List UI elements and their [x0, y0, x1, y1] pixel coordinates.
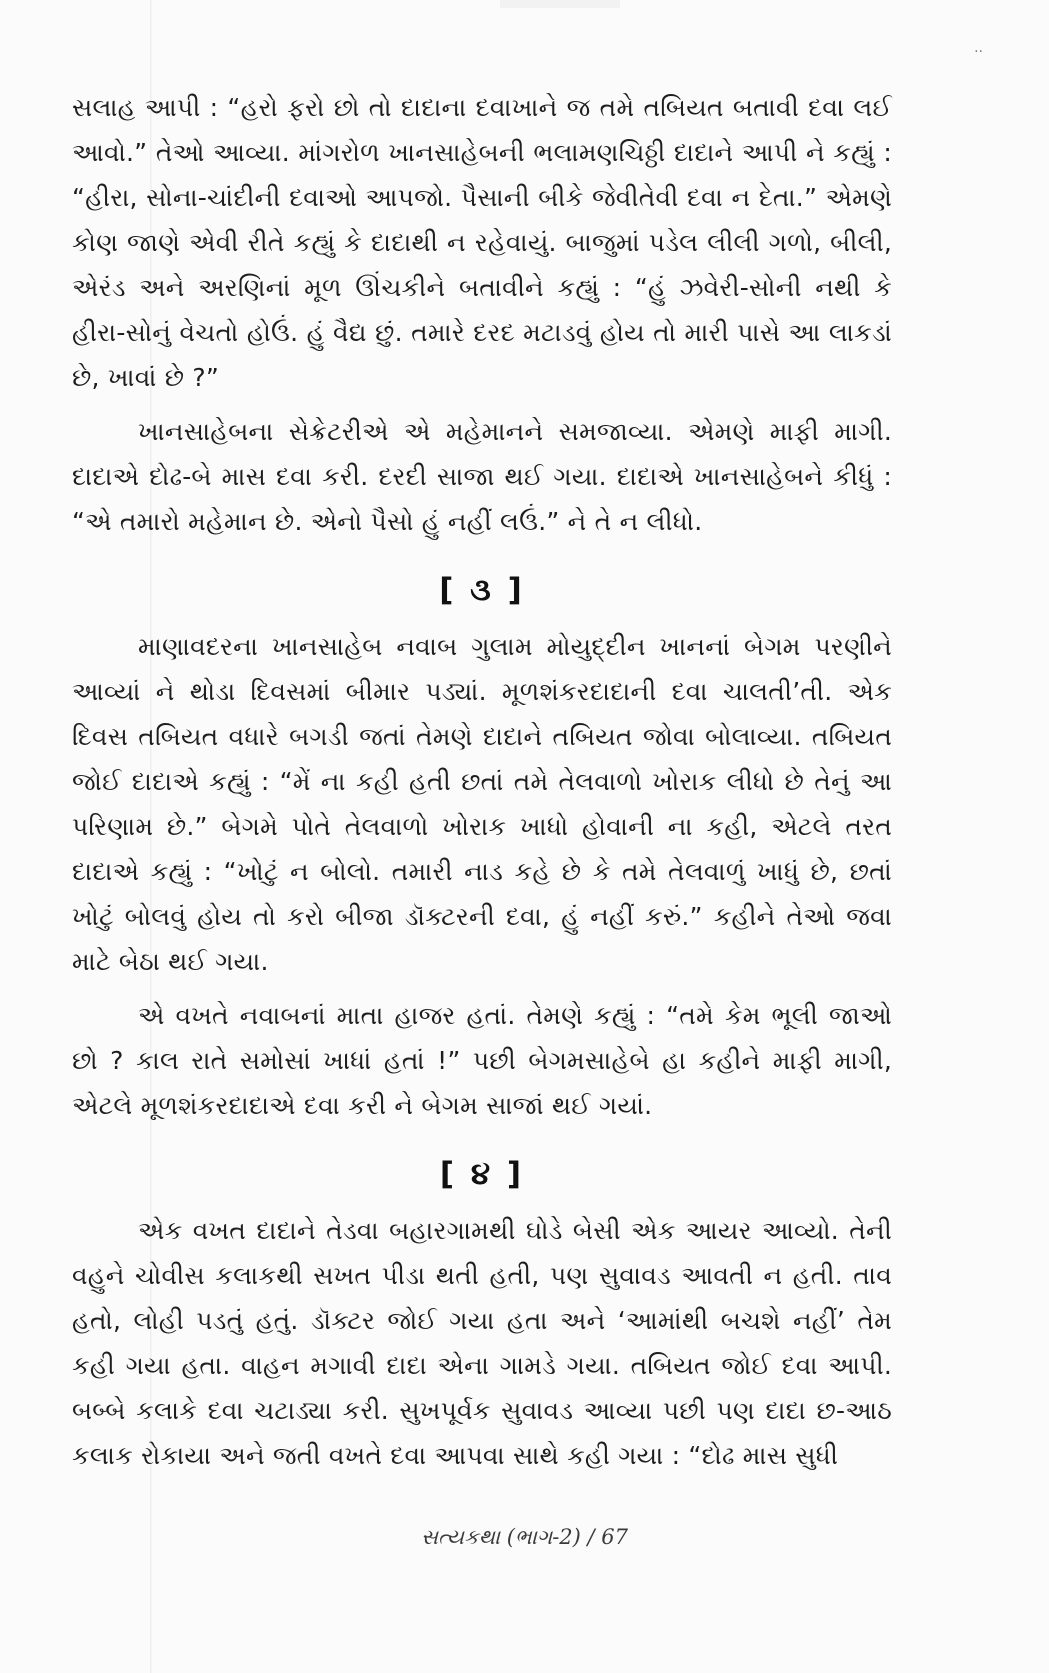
paragraph-5: એક વખત દાદાને તેડવા બહારગામથી ઘોડે બેસી એક આયર આવ્યો. તેની વહુને ચોવીસ કલાકથી સખત પીડા થતી હતી, પણ સુવાવડ આવતી ન હતી. તાવ હતો, લોહી પડતું હતું. ડૉક્ટર જોઈ ગયા હતા અને ‘આમાંથી બચશે નહીં’ તેમ કહી ગયા હતા. વાહન મગાવી દાદા એના ગામડે ગયા. તબિયત જોઈ દવા આપી. બબ્બે કલાકે દવા ચટાડ્યા કરી. સુખપૂર્વક સુવાવડ આવ્યા પછી પણ દાદા છ-આઠ કલાક રોકાયા અને જતી વખતે દવા આપવા સાથે કહી ગયા : “દોઢ માસ સુધી	[72, 1216, 892, 1470]
page-body	[72, 85, 892, 1478]
scan-shadow	[500, 0, 620, 8]
paragraph-4: એ વખતે નવાબનાં માતા હાજર હતાં. તેમણે કહ્યું : “તમે કેમ ભૂલી જાઓ છો ? કાલ રાતે સમોસાં ખાધાં હતાં !” પછી બેગમસાહેબે હા કહીને માફી માગી, એટલે મૂળશંકરદાદાએ દવા કરી ને બેગમ સાજાં થઈ ગયાં.	[72, 1001, 892, 1120]
paragraph-1: સલાહ આપી : “હરો ફરો છો તો દાદાના દવાખાને જ તમે તબિયત બતાવી દવા લઈ આવો.” તેઓ આવ્યા. માંગરોળ ખાનસાહેબની ભલામણચિઠ્ઠી દાદાને આપી ને કહ્યું : “હીરા, સોના-ચાંદીની દવાઓ આપજો. પૈસાની બીકે જેવીતેવી દવા ન દેતા.” એમણે કોણ જાણે એવી રીતે કહ્યું કે દાદાથી ન રહેવાયું. બાજુમાં પડેલ લીલી ગળો, બીલી, એરંડ અને અરણિનાં મૂળ ઊંચકીને બતાવીને કહ્યું : “હું ઝવેરી-સોની નથી કે હીરા-સોનું વેચતો હોઉં. હું વૈદ્ય છું. તમારે દરદ મટાડવું હોય તો મારી પાસે આ લાકડાં છે, ખાવાં છે ?”	[72, 93, 892, 392]
section-heading-4: [ ૪ ]	[439, 1156, 525, 1192]
corner-mark: ..	[974, 40, 983, 56]
paragraph-2: ખાનસાહેબના સેક્રેટરીએ એ મહેમાનને સમજાવ્યા. એમણે માફી માગી. દાદાએ દોઢ-બે માસ દવા કરી. દરદી સાજા થઈ ગયા. દાદાએ ખાનસાહેબને કીધું : “એ તમારો મહેમાન છે. એનો પૈસો હું નહીં લઉં.” ને તે ન લીધો.	[72, 417, 892, 536]
page-footer: સત્યકથા (ભાગ-2) / 67	[420, 1525, 628, 1549]
paragraph-3: માણાવદરના ખાનસાહેબ નવાબ ગુલામ મોયુદ્દીન ખાનનાં બેગમ પરણીને આવ્યાં ને થોડા દિવસમાં બીમાર પડ્યાં. મૂળશંકરદાદાની દવા ચાલતી’તી. એક દિવસ તબિયત વધારે બગડી જતાં તેમણે દાદાને તબિયત જોવા બોલાવ્યા. તબિયત જોઈ દાદાએ કહ્યું : “મેં ના કહી હતી છતાં તમે તેલવાળો ખોરાક લીધો છે તેનું આ પરિણામ છે.” બેગમે પોતે તેલવાળો ખોરાક ખાધો હોવાની ના કહી, એટલે તરત દાદાએ કહ્યું : “ખોટું ન બોલો. તમારી નાડ કહે છે કે તમે તેલવાળું ખાધું છે, છતાં ખોટું બોલવું હોય તો કરો બીજા ડૉક્ટરની દવા, હું નહીં કરું.” કહીને તેઓ જવા માટે બેઠા થઈ ગયા.	[72, 632, 892, 976]
section-heading-3: [ ૩ ]	[439, 572, 525, 608]
